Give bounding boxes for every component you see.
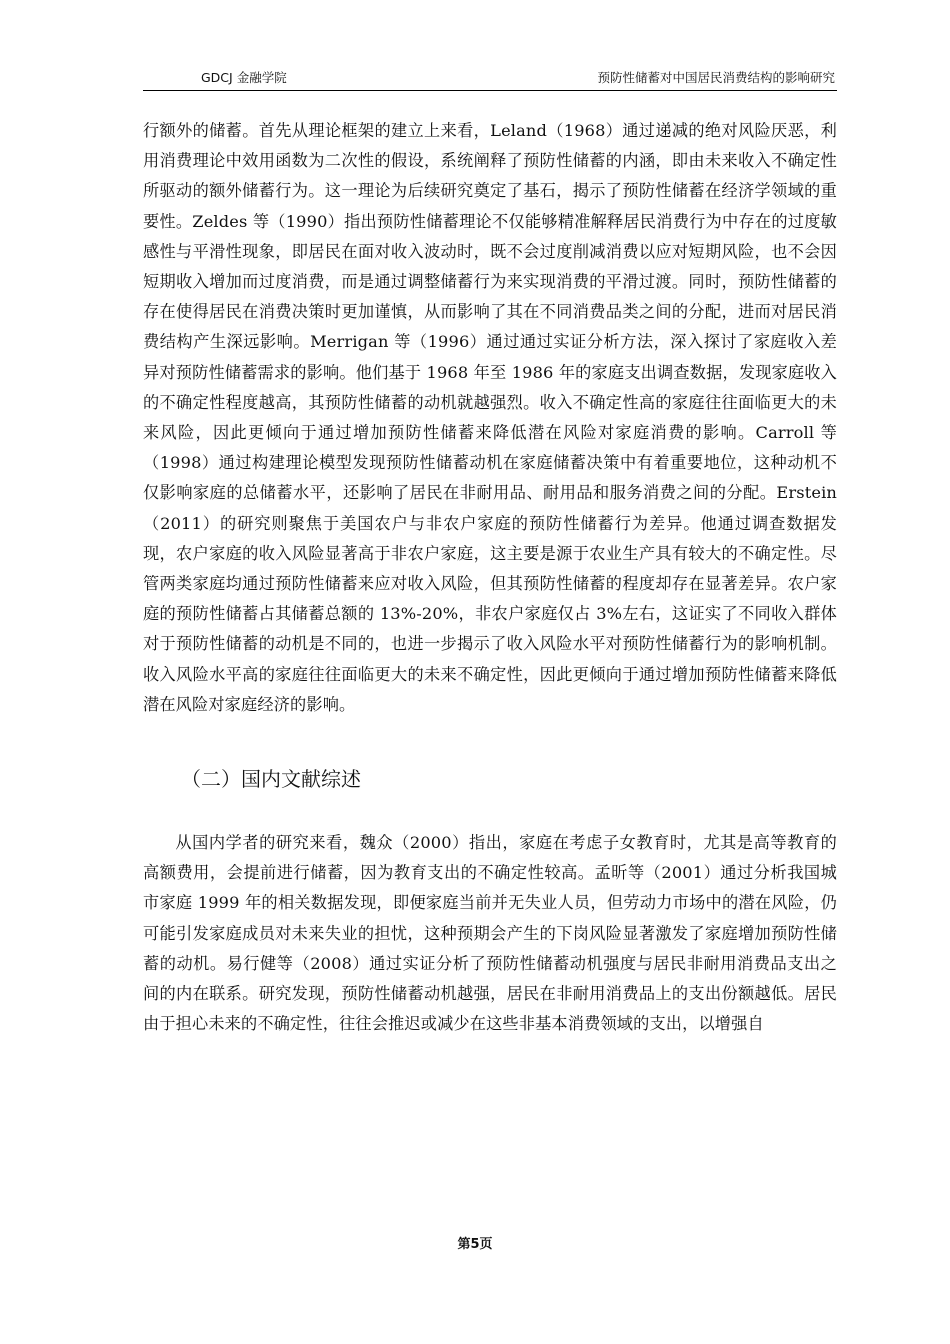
section-heading: （二）国内文献综述: [181, 767, 361, 792]
header-thesis-title: 预防性储蓄对中国居民消费结构的影响研究: [597, 70, 835, 85]
page-header: [143, 66, 837, 91]
body-paragraph-continued: 行额外的储蓄。首先从理论框架的建立上来看，Leland（1968）通过递减的绝对风险厌恶，利用消费理论中效用函数为二次性的假设，系统阐释了预防性储蓄的内涵，即由未来收入不确定性所驱动的额外储蓄行为。这一理论为后续研究奠定了基石，揭示了预防性储蓄在经济学领域的重要性。Zeldes 等（1990）指出预防性储蓄理论不仅能够精准解释居民消费行为中存在的过度敏感性与平滑性现象，即居民在面对收入波动时，既不会过度削减消费以应对短期风险，也不会因短期收入增加而过度消费，而是通过调整储蓄行为来实现消费的平滑过渡。同时，预防性储蓄的存在使得居民在消费决策时更加谨慎，从而影响了其在不同消费品类之间的分配，进而对居民消费结构产生深远影响。Merrigan 等（1996）通过通过实证分析方法，深入探讨了家庭收入差异对预防性储蓄需求的影响。他们基于 1968 年至 1986 年的家庭支出调查数据，发现家庭收入的不确定性程度越高，其预防性储蓄的动机就越强烈。收入不确定性高的家庭往往面临更大的未来风险，因此更倾向于通过增加预防性储蓄来降低潜在风险对家庭消费的影响。Carroll 等（1998）通过构建理论模型发现预防性储蓄动机在家庭储蓄决策中有着重要地位，这种动机不仅影响家庭的总储蓄水平，还影响了居民在非耐用品、耐用品和服务消费之间的分配。Erstein（2011）的研究则聚焦于美国农户与非农户家庭的预防性储蓄行为差异。他通过调查数据发现，农户家庭的收入风险显著高于非农户家庭，这主要是源于农业生产具有较大的不确定性。尽管两类家庭均通过预防性储蓄来应对收入风险，但其预防性储蓄的程度却存在显著差异。农户家庭的预防性储蓄占其储蓄总额的 13%-20%，非农户家庭仅占 3%左右，这证实了不同收入群体对于预防性储蓄的动机是不同的，也进一步揭示了收入风险水平对预防性储蓄行为的影响机制。收入风险水平高的家庭往往面临更大的未来不确定性，因此更倾向于通过增加预防性储蓄来降低潜在风险对家庭经济的影响。: [143, 121, 837, 714]
page-number: 第5页: [457, 1237, 493, 1252]
body-paragraph: 从国内学者的研究来看，魏众（2000）指出，家庭在考虑子女教育时，尤其是高等教育的高额费用，会提前进行储蓄，因为教育支出的不确定性较高。孟昕等（2001）通过分析我国城市家庭 1999 年的相关数据发现，即便家庭当前并无失业人员，但劳动力市场中的潜在风险，仍可能引发家庭成员对未来失业的担忧，这种预期会产生的下岗风险显著激发了家庭增加预防性储蓄的动机。易行健等（2008）通过实证分析了预防性储蓄动机强度与居民非耐用消费品支出之间的内在联系。研究发现，预防性储蓄动机越强，居民在非耐用消费品上的支出份额越低。居民由于担心未来的不确定性，往往会推迟或减少在这些非基本消费领域的支出，以增强自: [143, 833, 837, 1034]
main-content: [143, 116, 837, 1039]
header-institution: GDCJ 金融学院: [201, 70, 287, 85]
